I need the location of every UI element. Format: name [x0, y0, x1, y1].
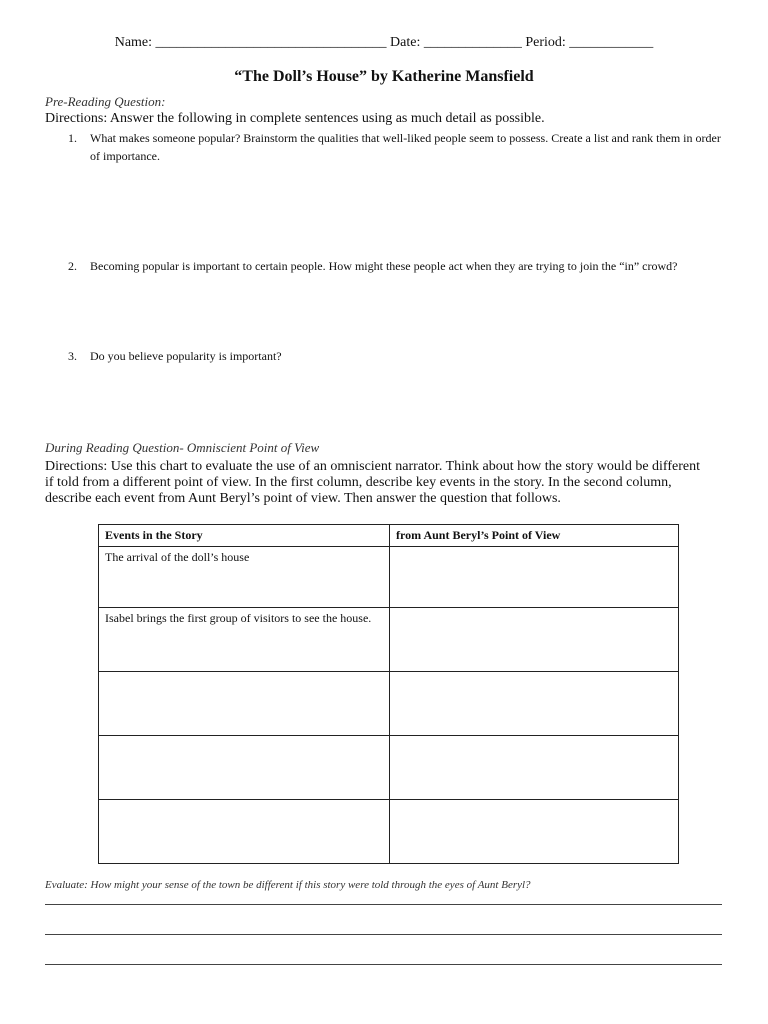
question-text: Do you believe popularity is important? [90, 349, 282, 363]
question-text: What makes someone popular? Brainstorm the qualities that well-liked people seem to possess. Create a list and rank them in order of importance. [90, 131, 721, 163]
question-text: Becoming popular is important to certain people. How might these people act when they are trying to join the “in” crowd? [90, 259, 678, 273]
aunt-beryl-cell[interactable] [390, 800, 679, 864]
question-3 [68, 347, 723, 365]
table-row [99, 672, 679, 736]
pre-reading-directions: Directions: Answer the following in complete sentences using as much detail as possible. [45, 111, 545, 126]
during-reading-label: During Reading Question- Omniscient Point of View [45, 440, 320, 455]
question-2 [68, 257, 723, 275]
event-cell[interactable] [99, 672, 390, 736]
pre-reading-label: Pre-Reading Question: [45, 94, 166, 109]
answer-line[interactable] [45, 934, 722, 935]
event-cell[interactable]: The arrival of the doll’s house [99, 547, 390, 608]
aunt-beryl-cell[interactable] [390, 672, 679, 736]
answer-line[interactable] [45, 964, 722, 965]
event-cell[interactable] [99, 800, 390, 864]
table-row [99, 800, 679, 864]
event-cell[interactable] [99, 736, 390, 800]
chart-header-row [99, 525, 679, 547]
table-row [99, 547, 679, 608]
student-info-line: Name: _________________________________ Date: ______________ Period: ____________ [114, 35, 654, 50]
point-of-view-chart [98, 524, 679, 864]
during-reading-directions: Directions: Use this chart to evaluate the use of an omniscient narrator. Think about how the story would be different if told from a different point of view. In the first column, describe key events in the story. In the second column, describe each event from Aunt Beryl’s point of view. Then answer the question that follows. [45, 459, 700, 506]
table-row [99, 736, 679, 800]
question-number: 3. [68, 349, 77, 363]
event-cell[interactable]: Isabel brings the first group of visitors to see the house. [99, 608, 390, 672]
evaluate-question: Evaluate: How might your sense of the town be different if this story were told through the eyes of Aunt Beryl? [45, 879, 531, 891]
column-header-events: Events in the Story [99, 525, 390, 547]
aunt-beryl-cell[interactable] [390, 608, 679, 672]
aunt-beryl-cell[interactable] [390, 547, 679, 608]
table-row [99, 608, 679, 672]
question-number: 2. [68, 259, 77, 273]
question-number: 1. [68, 131, 77, 145]
worksheet-title: “The Doll’s House” by Katherine Mansfield [234, 68, 534, 85]
aunt-beryl-cell[interactable] [390, 736, 679, 800]
column-header-aunt-beryl: from Aunt Beryl’s Point of View [390, 525, 679, 547]
question-1 [68, 129, 723, 165]
answer-line[interactable] [45, 904, 722, 905]
